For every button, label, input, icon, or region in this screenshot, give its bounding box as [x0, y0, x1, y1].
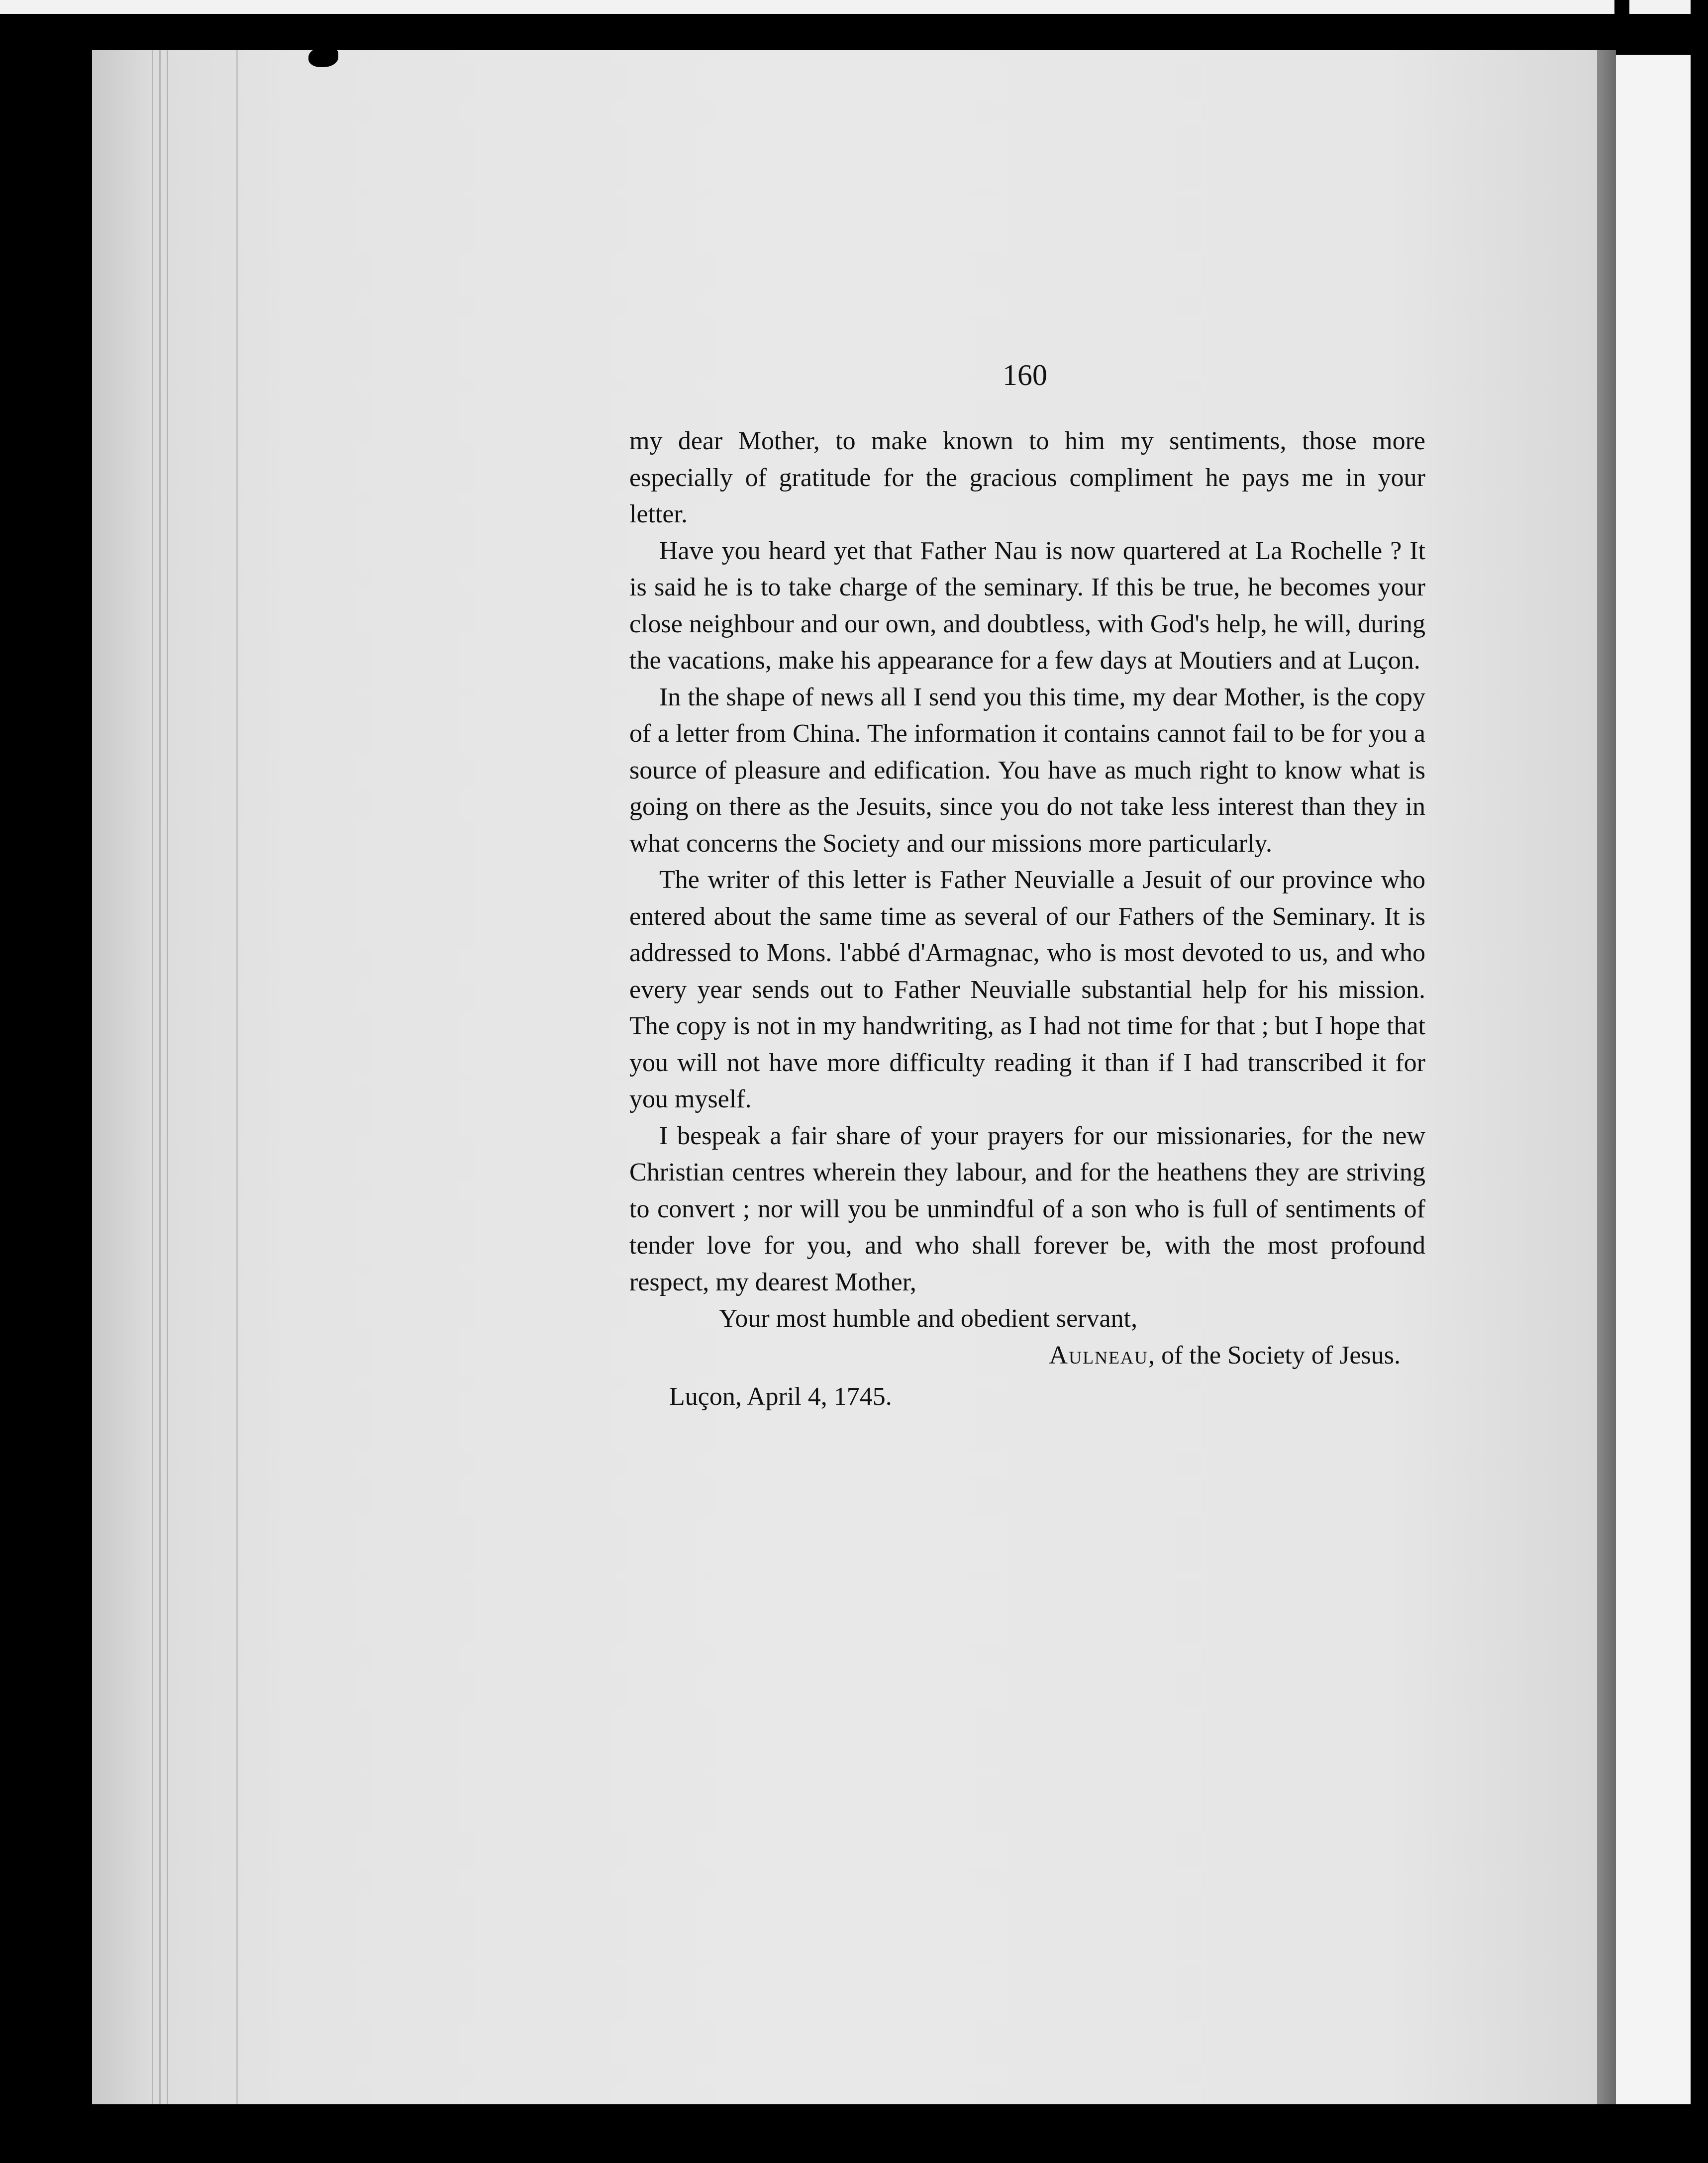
page-edge-line — [236, 50, 238, 2104]
ink-smudge — [308, 47, 338, 67]
page-edge-line — [159, 50, 161, 2104]
letter-body — [629, 423, 1425, 1415]
signature-rest: , of the Society of Jesus. — [1148, 1341, 1401, 1370]
closing-line: Your most humble and obedient servant, — [719, 1304, 1138, 1333]
right-black-border — [1691, 0, 1708, 2163]
adjacent-page-edge — [1616, 55, 1691, 2104]
top-margin-strip — [0, 0, 1708, 14]
top-dark-mark — [1614, 0, 1629, 20]
page-number: 160 — [1003, 359, 1047, 392]
gutter-shadow — [1597, 50, 1616, 2104]
paragraph: In the shape of news all I send you this time, my dear Mother, is the copy of a letter from China. The information it contains cannot fail to be for you a source of pleasure and edification. You have as much right to know what is going on there as the Jesuits, since you do not take less interest than they in what concerns the Society and our missions more particularly. — [629, 683, 1425, 858]
dateline: Luçon, April 4, 1745. — [669, 1382, 892, 1411]
paragraph: Have you heard yet that Father Nau is now quartered at La Rochelle ? It is said he is to take charge of the seminary. If this be true, he becomes your close neighbour and our own, and doubtless, with God's help, he will, during the vacations, make his appearance for a few days at Moutiers and at Luçon. — [629, 536, 1425, 675]
paragraph: I bespeak a fair share of your prayers for our missionaries, for the new Christian centres wherein they labour, and for the heathens they are striving to convert ; nor will you be unmindful of a son who is full of sentiments of tender love for you, and who shall forever be, with the most profound respect, my dearest Mother, — [629, 1121, 1425, 1296]
paragraph: The writer of this letter is Father Neuvialle a Jesuit of our province who entered about the same time as several of our Fathers of the Seminary. It is addressed to Mons. l'abbé d'Armagnac, who is most devoted to us, and who every year sends out to Father Neuvialle substantial help for his mission. The copy is not in my handwriting, as I had not time for that ; but I hope that you will not have more difficulty reading it than if I had transcribed it for you myself. — [629, 866, 1425, 1113]
signature — [629, 1337, 1425, 1374]
page-edge-line — [152, 50, 153, 2104]
page-edge-line — [167, 50, 168, 2104]
signature-name: Aulneau — [1049, 1341, 1149, 1370]
paragraph: my dear Mother, to make known to him my sentiments, those more especially of gratitude for the gracious compliment he pays me in your letter. — [629, 427, 1425, 528]
